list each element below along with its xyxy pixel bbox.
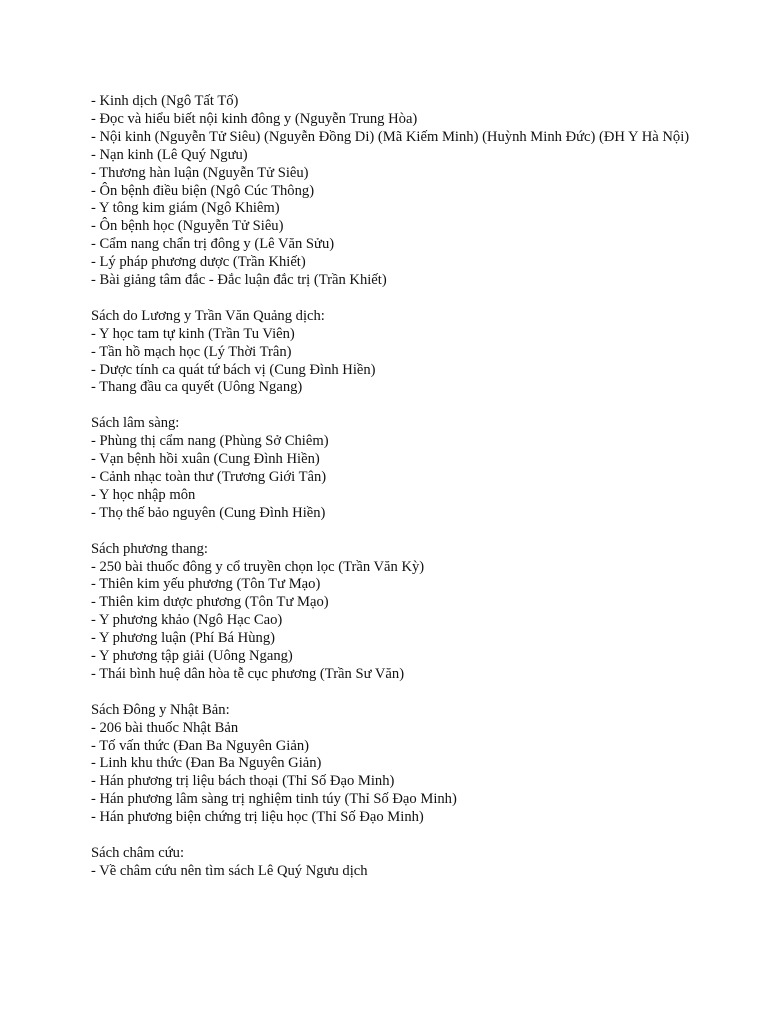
list-item: - Thái bình huệ dân hòa tễ cục phương (Trần Sư Văn) — [91, 665, 405, 682]
list-item: - Y tông kim giám (Ngô Khiêm) — [91, 200, 280, 217]
section-heading: Sách phương thang: — [91, 540, 208, 557]
list-item: - Đọc và hiểu biết nội kinh đông y (Nguyễn Trung Hòa) — [91, 110, 418, 127]
list-item: - Vạn bệnh hồi xuân (Cung Đình Hiền) — [91, 451, 320, 468]
list-item: - Ôn bệnh học (Nguyễn Tử Siêu) — [91, 218, 284, 235]
section-translated-books — [91, 308, 691, 398]
list-item: - Nội kinh (Nguyễn Tử Siêu) (Nguyễn Đồng Di) (Mã Kiếm Minh) (Huỳnh Minh Đức) (ĐH Y Hà Nội) — [91, 128, 690, 145]
list-item: - Hán phương trị liệu bách thoại (Thỉ Số Đạo Minh) — [91, 773, 395, 790]
list-item: - Y học tam tự kinh (Trần Tu Viên) — [91, 325, 295, 342]
section-heading: Sách châm cứu: — [91, 844, 185, 861]
list-item: - Phùng thị cẩm nang (Phùng Sở Chiêm) — [91, 433, 329, 450]
section-formula-books — [91, 541, 691, 684]
document-page — [91, 93, 691, 881]
section-acupuncture-books — [91, 845, 691, 881]
list-item: - 206 bài thuốc Nhật Bản — [91, 719, 239, 736]
list-item: - Y phương tập giải (Uông Ngang) — [91, 648, 293, 665]
section-heading: Sách lâm sàng: — [91, 415, 180, 432]
list-item: - Hán phương lâm sàng trị nghiệm tinh túy (Thỉ Số Đạo Minh) — [91, 791, 457, 808]
list-item: - Về châm cứu nên tìm sách Lê Quý Ngưu dịch — [91, 862, 368, 879]
section-japanese-books — [91, 702, 691, 827]
list-item: - Thiên kim dược phương (Tôn Tư Mạo) — [91, 594, 329, 611]
list-item: - Y phương luận (Phí Bá Hùng) — [91, 630, 275, 647]
section-general — [91, 93, 691, 290]
list-item: - Bài giảng tâm đắc - Đắc luận đắc trị (Trần Khiết) — [91, 272, 387, 289]
list-item: - Lý pháp phương dược (Trần Khiết) — [91, 254, 306, 271]
list-item: - Tố vấn thức (Đan Ba Nguyên Giản) — [91, 737, 309, 754]
list-item: - Nạn kinh (Lê Quý Ngưu) — [91, 146, 248, 163]
list-item: - Cảnh nhạc toàn thư (Trương Giới Tân) — [91, 469, 327, 485]
list-item: - Y phương khảo (Ngô Hạc Cao) — [91, 612, 283, 629]
list-item: - Thọ thế bảo nguyên (Cung Đình Hiền) — [91, 504, 326, 521]
list-item: - Ôn bệnh điều biện (Ngô Cúc Thông) — [91, 182, 315, 199]
section-heading: Sách do Lương y Trần Văn Quảng dịch: — [91, 307, 325, 324]
list-item: - Hán phương biện chứng trị liệu học (Thỉ Số Đạo Minh) — [91, 809, 424, 826]
list-item: - 250 bài thuốc đông y cổ truyền chọn lọc (Trần Văn Kỳ) — [91, 558, 425, 575]
list-item: - Linh khu thức (Đan Ba Nguyên Giản) — [91, 755, 322, 772]
list-item: - Cẩm nang chẩn trị đông y (Lê Văn Sửu) — [91, 236, 335, 253]
list-item: - Kinh dịch (Ngô Tất Tố) — [91, 93, 239, 109]
list-item: - Y học nhập môn — [91, 486, 196, 503]
section-clinical-books — [91, 415, 691, 522]
list-item: - Thương hàn luận (Nguyễn Tử Siêu) — [91, 164, 309, 181]
list-item: - Thang đầu ca quyết (Uông Ngang) — [91, 379, 303, 396]
list-item: - Thiên kim yếu phương (Tôn Tư Mạo) — [91, 576, 321, 593]
list-item: - Tần hồ mạch học (Lý Thời Trân) — [91, 343, 292, 360]
section-heading: Sách Đông y Nhật Bản: — [91, 701, 230, 718]
list-item: - Dược tính ca quát tứ bách vị (Cung Đình Hiền) — [91, 361, 376, 378]
